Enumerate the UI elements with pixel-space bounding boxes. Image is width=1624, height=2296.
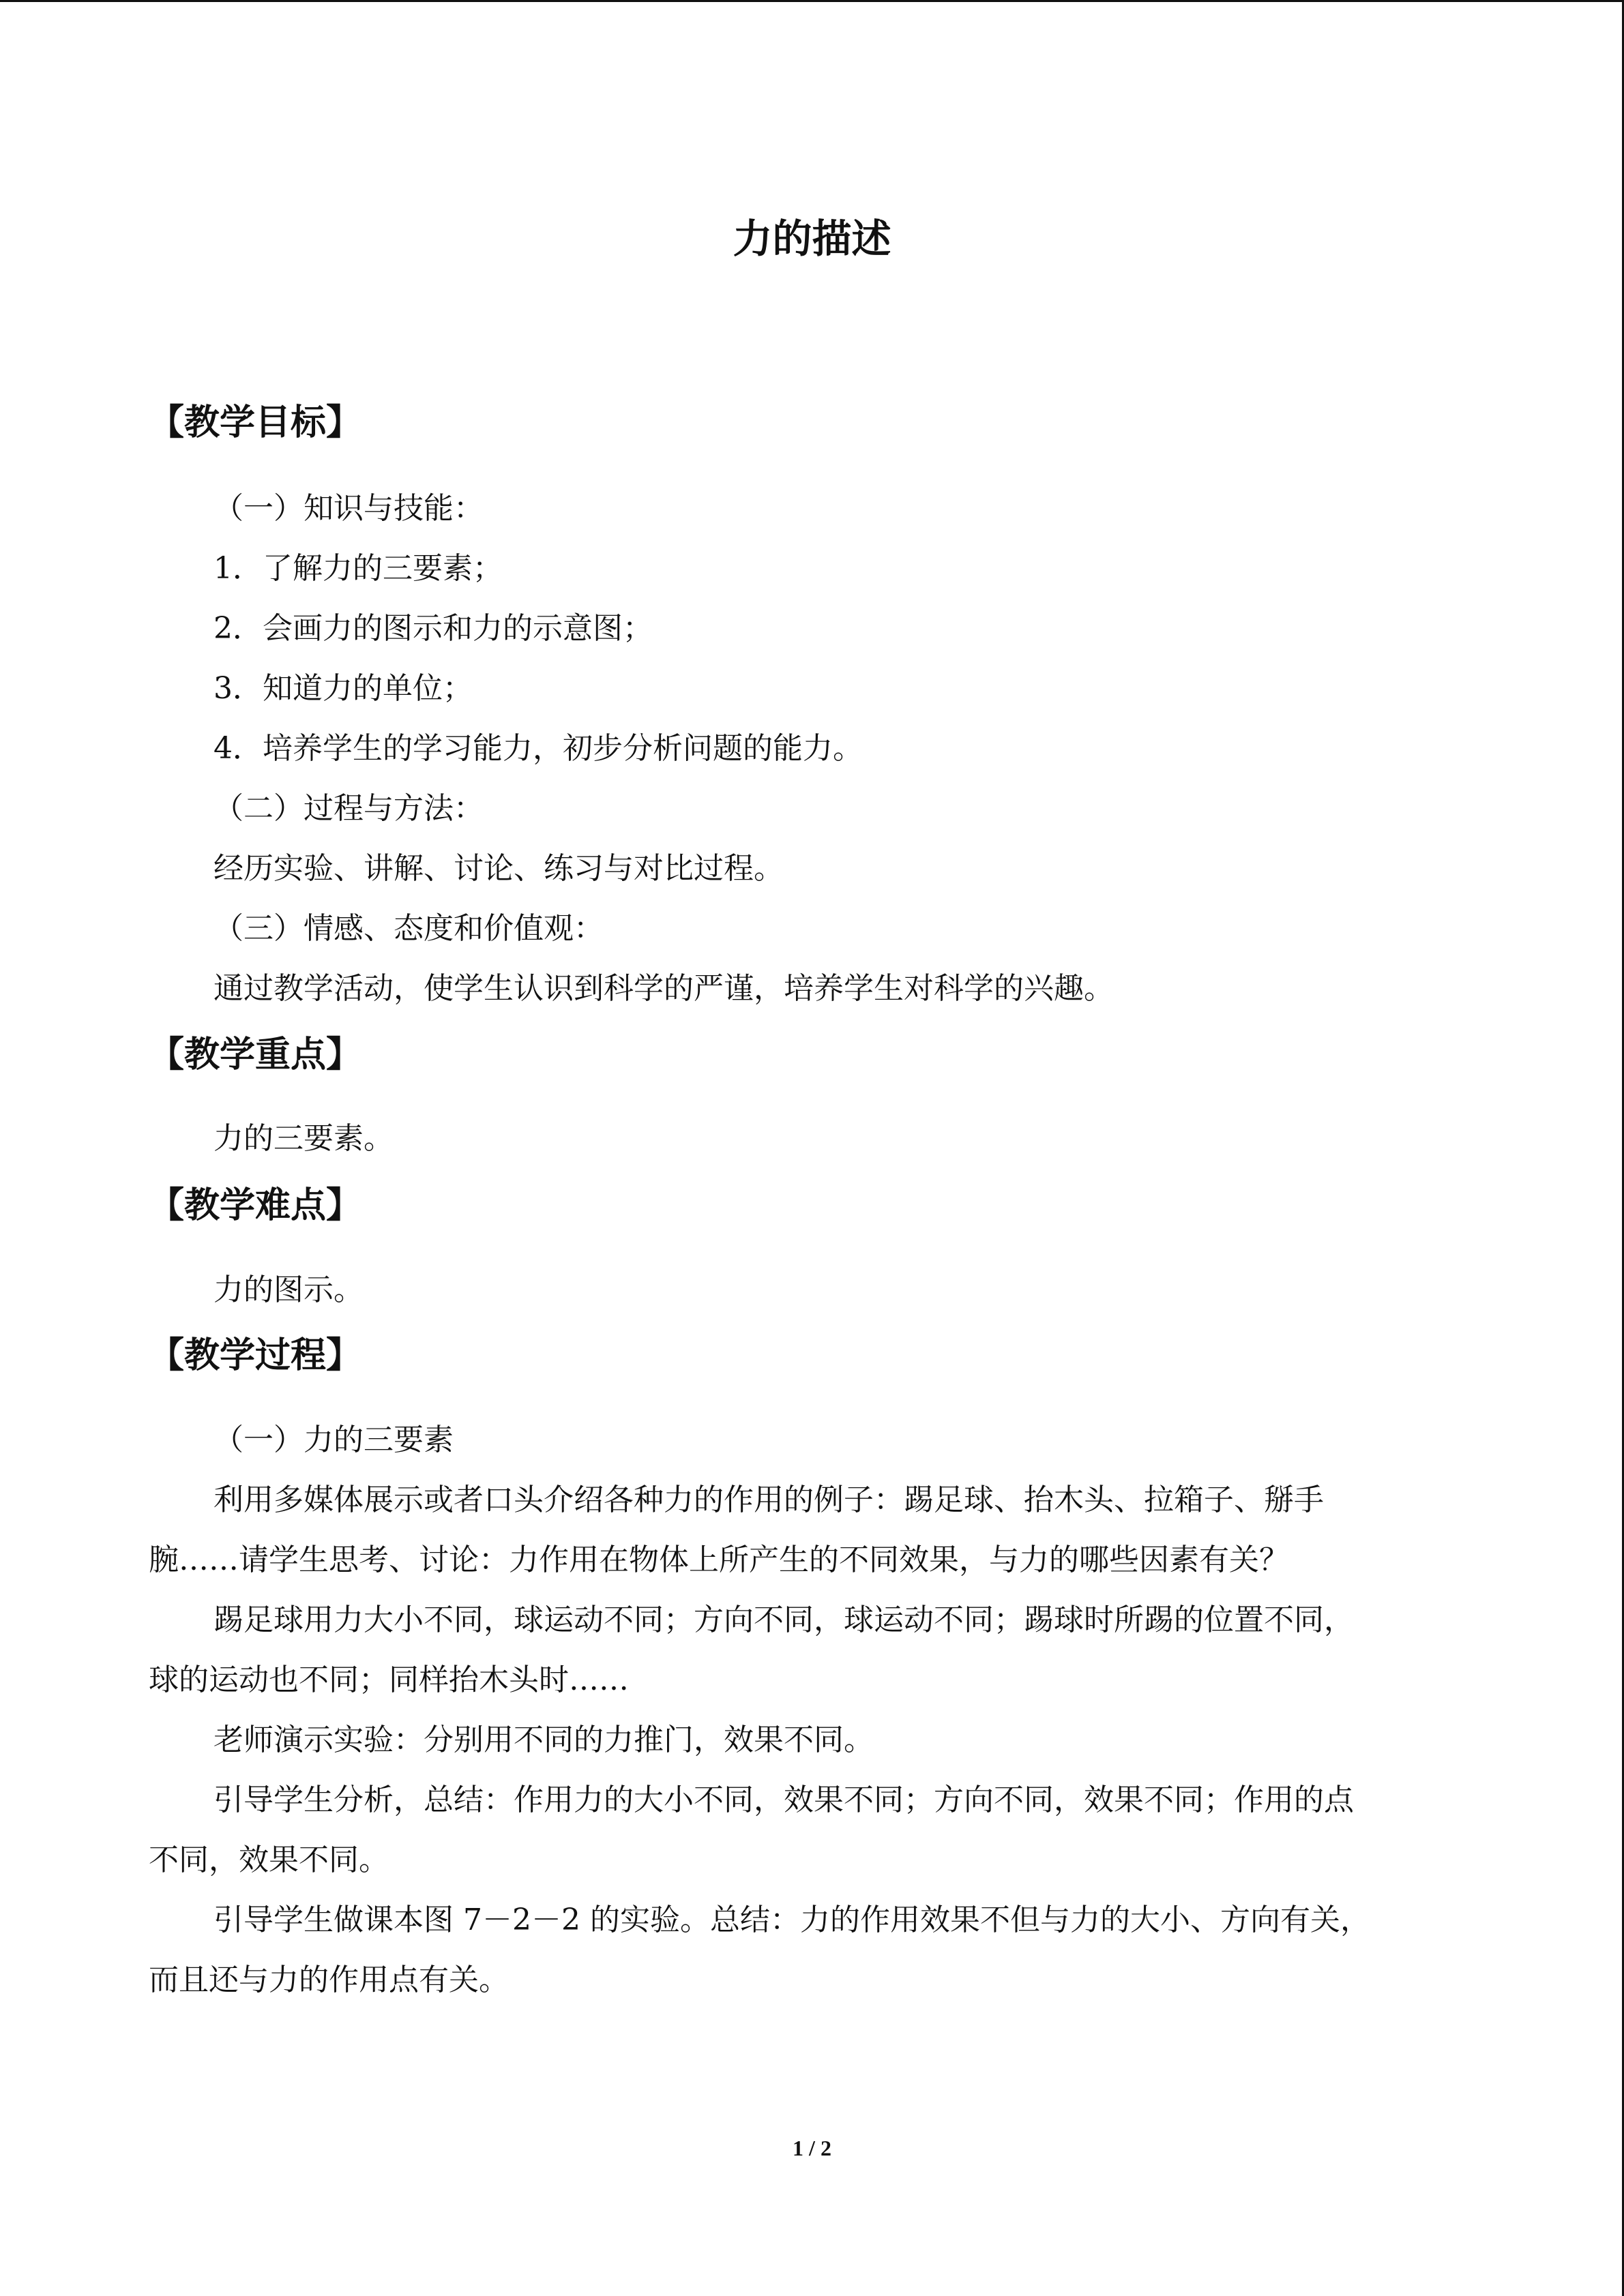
objective-item-4: 4．培养学生的学习能力，初步分析问题的能力。 — [213, 731, 863, 766]
process-paragraph-4-line-1: 引导学生分析，总结：作用力的大小不同，效果不同；方向不同，效果不同；作用的点 — [213, 1783, 1354, 1817]
process-paragraph-4-line-2: 不同，效果不同。 — [149, 1843, 389, 1877]
key-points-text: 力的三要素。 — [213, 1121, 394, 1156]
process-paragraph-3-line-1: 老师演示实验：分别用不同的力推门，效果不同。 — [213, 1723, 874, 1757]
process-paragraph-5-line-2: 而且还与力的作用点有关。 — [149, 1963, 509, 1997]
section-heading-difficulties: 【教学难点】 — [149, 1185, 362, 1226]
process-paragraph-2-line-1: 踢足球用力大小不同，球运动不同；方向不同，球运动不同；踢球时所踢的位置不同， — [213, 1602, 1354, 1637]
difficulties-text: 力的图示。 — [213, 1272, 364, 1307]
process-paragraph-1-line-2: 腕……请学生思考、讨论：力作用在物体上所产生的不同效果，与力的哪些因素有关？ — [149, 1542, 1289, 1577]
objective-item-3: 3．知道力的单位； — [213, 671, 473, 706]
section-heading-key-points: 【教学重点】 — [149, 1034, 362, 1075]
objective-process-text: 经历实验、讲解、讨论、练习与对比过程。 — [213, 851, 784, 886]
section-heading-process: 【教学过程】 — [149, 1335, 362, 1376]
objective-subheading-knowledge: （一）知识与技能： — [213, 491, 484, 526]
process-paragraph-1-line-1: 利用多媒体展示或者口头介绍各种力的作用的例子：踢足球、抬木头、拉箱子、掰手 — [213, 1482, 1324, 1517]
document-title: 力的描述 — [733, 215, 891, 262]
section-heading-objectives: 【教学目标】 — [149, 402, 362, 443]
page-indicator: 1 / 2 — [793, 2136, 831, 2160]
objective-attitude-text: 通过教学活动，使学生认识到科学的严谨，培养学生对科学的兴趣。 — [213, 971, 1114, 1006]
process-paragraph-2-line-2: 球的运动也不同；同样抬木头时…… — [149, 1663, 629, 1697]
objective-item-2: 2．会画力的图示和力的示意图； — [213, 611, 653, 646]
objective-item-1: 1．了解力的三要素； — [213, 551, 503, 586]
process-paragraph-5-line-1: 引导学生做课本图 7－2－2 的实验。总结：力的作用效果不但与力的大小、方向有关， — [213, 1903, 1370, 1937]
objective-subheading-process: （二）过程与方法： — [213, 791, 484, 826]
process-subheading: （一）力的三要素 — [213, 1422, 454, 1457]
objective-subheading-attitude: （三）情感、态度和价值观： — [213, 911, 604, 946]
